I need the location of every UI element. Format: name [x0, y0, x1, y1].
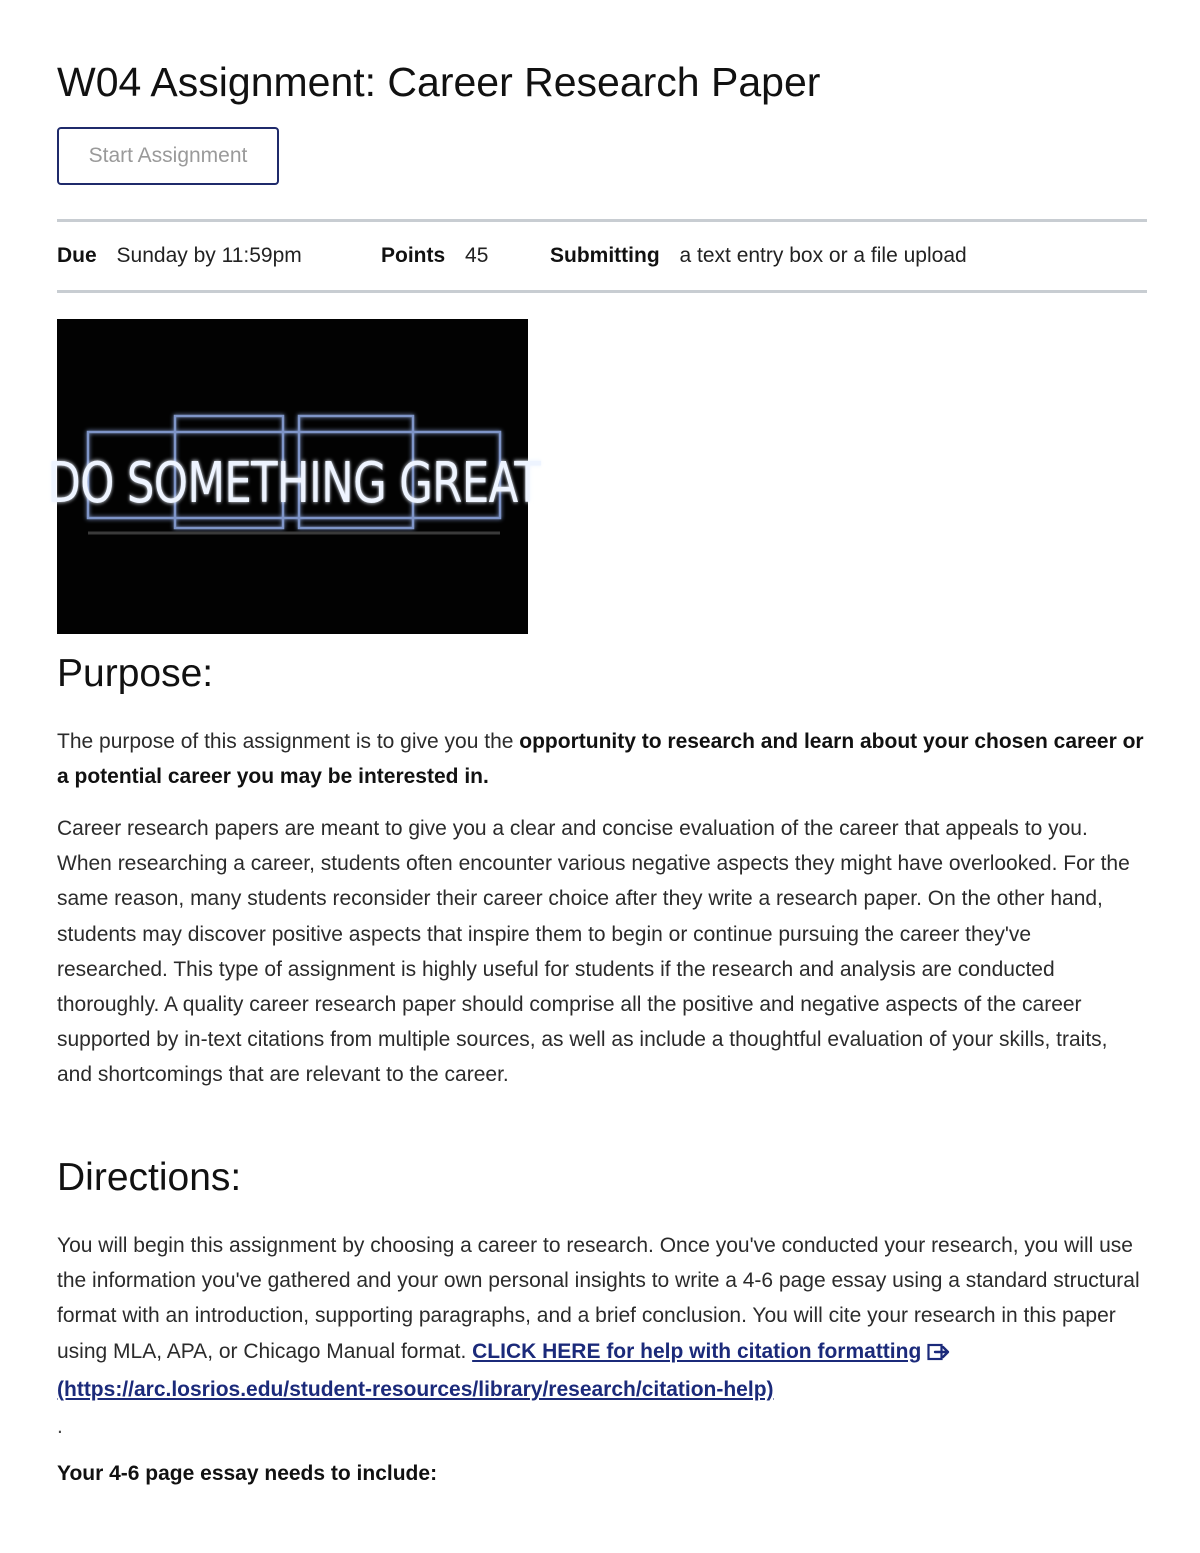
directions-body	[57, 1228, 1147, 1407]
purpose-heading: Purpose:	[57, 652, 214, 695]
start-assignment-button[interactable]: Start Assignment	[57, 127, 279, 185]
due-value: Sunday by 11:59pm	[116, 244, 302, 267]
purpose-intro	[57, 724, 1147, 794]
purpose-intro-plain: The purpose of this assignment is to give you the	[57, 730, 520, 753]
purpose-body: Career research papers are meant to give you a clear and concise evaluation of the career that appeals to you. When researching a career, students often encounter various negative aspects they might have overlooked. For the same reason, many students reconsider their career choice after they write a research paper. On the other hand, students may discover positive aspects that inspire them to begin or continue pursuing the career they've researched. This type of assignment is highly useful for students if the research and analysis are conducted thoroughly. A quality career research paper should comprise all the positive and negative aspects of the career supported by in-text citations from multiple sources, as well as include a thoughtful evaluation of your skills, traits, and shortcomings that are relevant to the career.	[57, 817, 1130, 1087]
due-detail	[57, 240, 302, 272]
neon-sign-text: DO SOMETHING GREAT	[47, 449, 541, 516]
page-title: W04 Assignment: Career Research Paper	[57, 59, 821, 105]
submitting-label: Submitting	[550, 244, 660, 267]
points-label: Points	[381, 244, 446, 267]
external-link-icon[interactable]	[927, 1337, 951, 1372]
essay-requirements-heading: Your 4-6 page essay needs to include:	[57, 1462, 438, 1485]
citation-help-url[interactable]: (https://arc.losrios.edu/student-resources/library/research/citation-help)	[57, 1377, 774, 1401]
due-label: Due	[57, 244, 97, 267]
neon-sign-graphic	[47, 414, 541, 536]
purpose-intro-bold: opportunity to research and learn about your chosen career or a potential career you may be interested in.	[57, 730, 1144, 789]
neon-sign	[47, 414, 541, 536]
directions-heading: Directions:	[57, 1156, 242, 1199]
directions-trailing-period: .	[57, 1415, 63, 1438]
submitting-value: a text entry box or a file upload	[679, 244, 967, 267]
details-bottom-divider	[57, 290, 1147, 293]
details-top-divider	[57, 219, 1147, 222]
citation-help-link[interactable]: CLICK HERE for help with citation formatting	[472, 1339, 922, 1363]
points-detail	[381, 240, 488, 272]
submitting-detail	[550, 240, 967, 272]
points-value: 45	[465, 244, 489, 267]
hero-image	[47, 319, 541, 634]
directions-body-text: You will begin this assignment by choosing a career to research. Once you've conducted your research, you will use the information you've gathered and your own personal insights to write a 4-6 page essay using a standard structural format with an introduction, supporting paragraphs, and a brief conclusion. You will cite your research in this paper using MLA, APA, or Chicago Manual format.	[57, 1234, 1140, 1363]
